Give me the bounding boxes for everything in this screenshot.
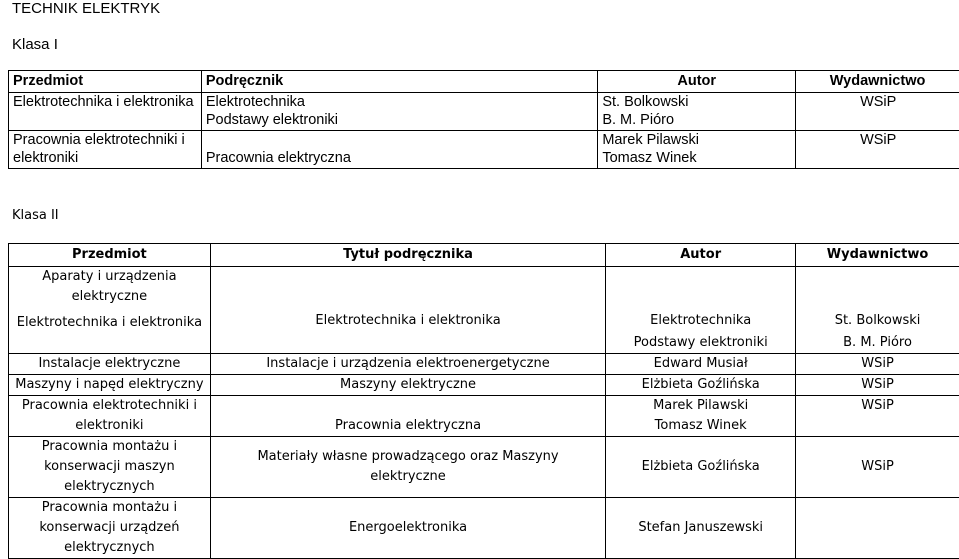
subject-line: Pracownia montażu i <box>11 437 208 457</box>
publisher-line: B. M. Pióro <box>798 333 957 353</box>
cell-publisher: WSiP <box>796 354 959 375</box>
class-2-heading: Klasa II <box>12 207 59 225</box>
table-row <box>9 130 959 168</box>
table-row <box>9 267 959 354</box>
column-header-subject: Przedmiot <box>9 71 202 93</box>
author-line: Marek Pilawski <box>602 131 791 150</box>
cell-subject: Maszyny i napęd elektryczny <box>9 375 211 396</box>
cell-title: Pracownia elektryczna <box>210 396 605 437</box>
class-2-table <box>8 243 959 559</box>
title-line: Elektrotechnika i elektronika <box>213 311 603 331</box>
subject-line: elektrycznych <box>11 477 208 497</box>
column-header-subject: Przedmiot <box>9 244 211 267</box>
cell-publisher: WSiP <box>796 437 959 498</box>
subject-line: Elektrotechnika i elektronika <box>11 313 208 333</box>
subject-line: Pracownia elektrotechniki i <box>11 396 208 416</box>
table-row <box>9 354 959 375</box>
column-header-publisher: Wydawnictwo <box>796 244 959 267</box>
column-header-author: Autor <box>606 244 796 267</box>
cell-subject: Elektrotechnika i elektronika <box>9 92 202 130</box>
author-line: B. M. Pióro <box>602 111 791 130</box>
title-line: Materiały własne prowadzącego oraz Maszyny <box>213 447 603 467</box>
cell-author: Stefan Januszewski <box>606 498 796 559</box>
table-row <box>9 92 959 130</box>
subject-line: Aparaty i urządzenia <box>11 267 208 287</box>
cell-subject <box>9 437 211 498</box>
cell-title: Instalacje i urządzenia elektroenergetyczne <box>210 354 605 375</box>
table-header-row <box>9 244 959 267</box>
page-title: TECHNIK ELEKTRYK <box>12 0 160 18</box>
cell-subject: Instalacje elektryczne <box>9 354 211 375</box>
cell-textbook: Pracownia elektryczna <box>201 130 597 168</box>
subject-line: Pracownia elektrotechniki i <box>13 131 197 150</box>
cell-publisher: WSiP <box>796 375 959 396</box>
cell-author <box>606 267 796 354</box>
cell-subject <box>9 130 202 168</box>
cell-subject <box>9 267 211 354</box>
cell-title <box>210 267 605 354</box>
publisher-line: St. Bolkowski <box>798 311 957 331</box>
cell-author <box>606 396 796 437</box>
column-header-author: Autor <box>598 71 796 93</box>
author-line: Tomasz Winek <box>602 149 791 168</box>
class-1-table <box>8 70 959 169</box>
cell-title <box>210 437 605 498</box>
cell-textbook <box>201 92 597 130</box>
cell-publisher <box>796 267 959 354</box>
column-header-publisher: Wydawnictwo <box>796 71 959 93</box>
cell-publisher: WSiP <box>796 92 959 130</box>
table-row <box>9 375 959 396</box>
cell-title: Energoelektronika <box>210 498 605 559</box>
subject-line: konserwacji urządzeń <box>11 518 208 538</box>
table-row <box>9 437 959 498</box>
author-line: Elektrotechnika <box>608 311 793 331</box>
subject-line: konserwacji maszyn <box>11 457 208 477</box>
cell-subject <box>9 498 211 559</box>
author-line: Marek Pilawski <box>608 396 793 416</box>
cell-author: Edward Musiał <box>606 354 796 375</box>
author-line: Podstawy elektroniki <box>608 333 793 353</box>
cell-publisher <box>796 498 959 559</box>
column-header-textbook: Podręcznik <box>201 71 597 93</box>
cell-author: Elżbieta Goźlińska <box>606 437 796 498</box>
class-1-heading: Klasa I <box>12 36 58 54</box>
subject-line: elektroniki <box>11 416 208 436</box>
cell-author <box>598 130 796 168</box>
cell-author: Elżbieta Goźlińska <box>606 375 796 396</box>
author-line: Tomasz Winek <box>608 416 793 436</box>
textbook-line: Elektrotechnika <box>206 93 593 112</box>
column-header-title: Tytuł podręcznika <box>210 244 605 267</box>
cell-author <box>598 92 796 130</box>
cell-publisher: WSiP <box>796 396 959 437</box>
cell-subject <box>9 396 211 437</box>
table-row <box>9 396 959 437</box>
subject-line: Pracownia montażu i <box>11 498 208 518</box>
cell-title: Maszyny elektryczne <box>210 375 605 396</box>
title-line: elektryczne <box>213 467 603 487</box>
table-header-row <box>9 71 959 93</box>
subject-line: elektryczne <box>11 287 208 307</box>
subject-line: elektrycznych <box>11 538 208 558</box>
table-row <box>9 498 959 559</box>
subject-line: elektroniki <box>13 149 197 168</box>
cell-publisher: WSiP <box>796 130 959 168</box>
author-line: St. Bolkowski <box>602 93 791 112</box>
textbook-line: Podstawy elektroniki <box>206 111 593 130</box>
